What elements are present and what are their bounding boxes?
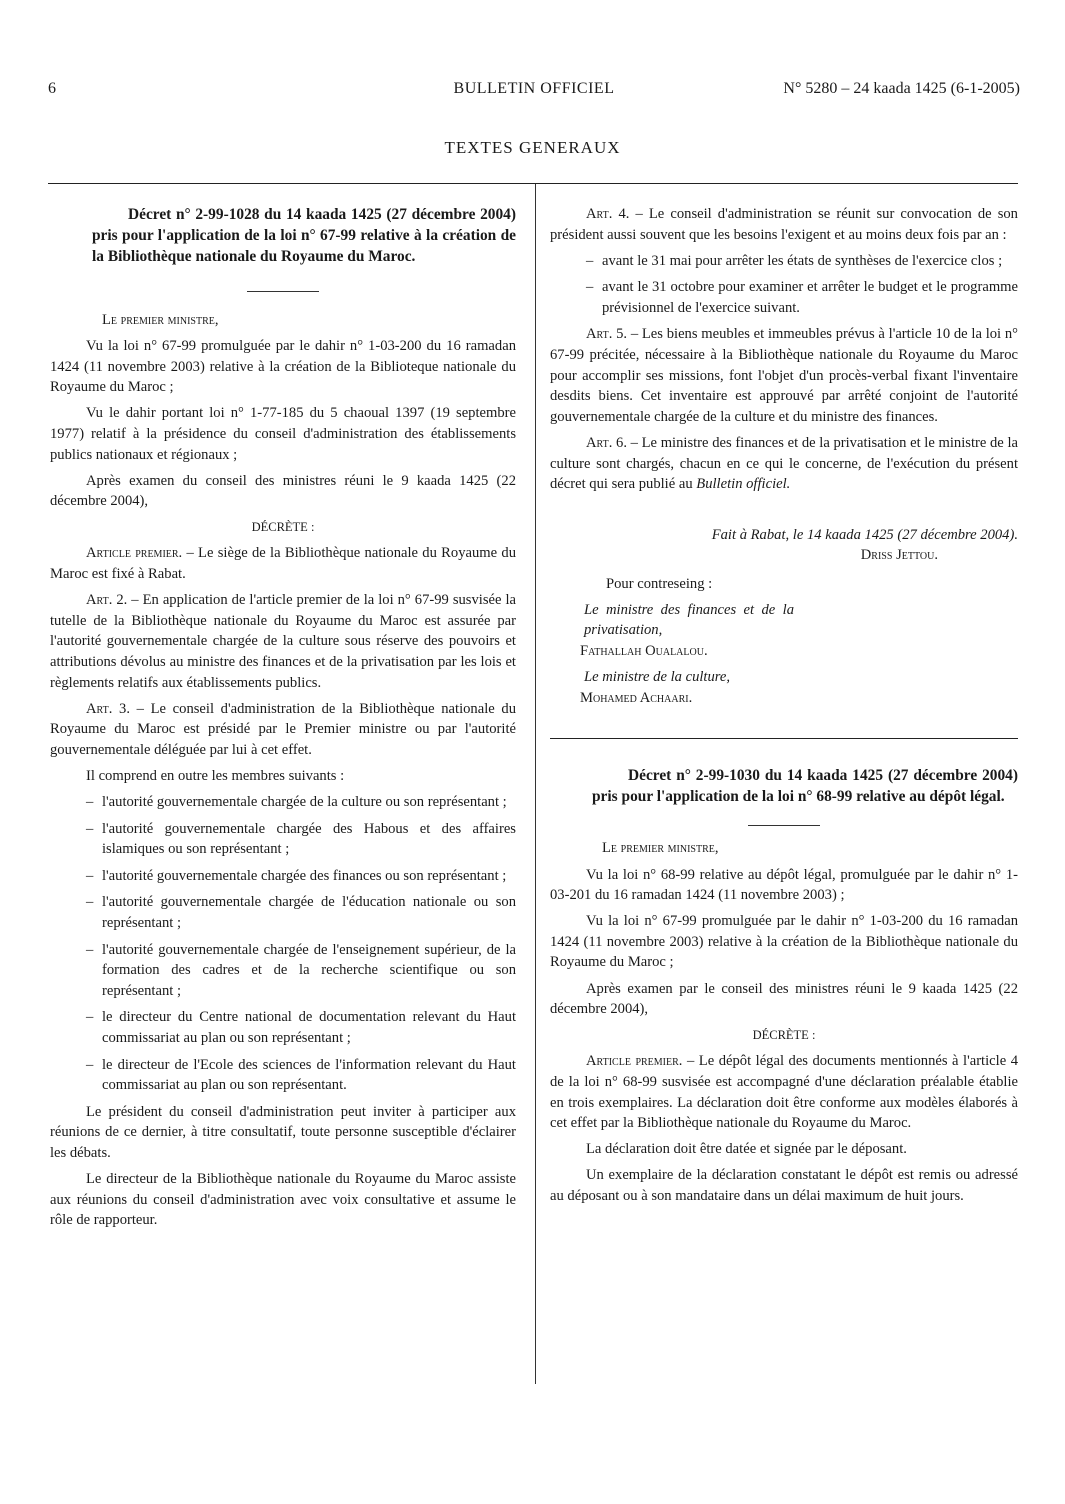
decret1-decrete: DÉCRÈTE : bbox=[251, 520, 315, 535]
list-item: – le directeur du Centre national de documentation relevant du Haut commissariat au plan ou son représentant ; bbox=[86, 1009, 516, 1046]
top-divider bbox=[48, 183, 1018, 184]
decret1-article-1 bbox=[50, 543, 516, 584]
article-label: Art. 4. bbox=[586, 206, 630, 222]
article-text: – En application de l'article premier de la loi n° 67-99 susvisée la tutelle de la Bibliothèque nationale du Royaume du Maroc est assurée par l'autorité gouvernementale chargée de la culture sous réserve des pouvoirs et attributions dévolus au ministre des finances et de la privatisation par les lois et règlements relatifs aux établissements publics. bbox=[50, 592, 516, 691]
section-title: TEXTES GENERAUX bbox=[444, 138, 621, 157]
decret-separator bbox=[550, 738, 1018, 739]
list-item: – le directeur de l'Ecole des sciences de l'information relevant du Haut commissariat au plan ou son représentant. bbox=[86, 1056, 516, 1094]
signatory-name: Driss Jettou. bbox=[860, 547, 938, 564]
decret1-apres-examen: Après examen du conseil des ministres réuni le 9 kaada 1425 (22 décembre 2004), bbox=[50, 472, 516, 510]
minister1-role: Le ministre des finances et de la privatisation, bbox=[584, 601, 794, 639]
article4-list bbox=[550, 251, 1018, 319]
article-text: – Le conseil d'administration de la Bibliothèque nationale du Royaume du Maroc est présidé par le Premier ministre ou par l'autorité gouvernementale déléguée par lui à cet effet. bbox=[50, 700, 516, 758]
decret1-article-4 bbox=[550, 204, 1018, 245]
decret2-datee: La déclaration doit être datée et signée par le déposant. bbox=[586, 1141, 907, 1158]
decret1-article-2 bbox=[50, 590, 516, 693]
decret1-article-3 bbox=[50, 699, 516, 761]
decret1-president-inviter: Le président du conseil d'administration peut inviter à participer aux réunions de ce dernier, à titre consultatif, toute personne susceptible d'éclairer les débats. bbox=[50, 1103, 516, 1161]
decret2-title: Décret n° 2-99-1030 du 14 kaada 1425 (27 décembre 2004) pris pour l'application de la loi n° 68-99 relative au dépôt légal. bbox=[592, 767, 1018, 806]
decret2-premier-ministre: Le premier ministre, bbox=[602, 840, 719, 857]
decret2-decrete: DÉCRÈTE : bbox=[752, 1028, 816, 1043]
column-divider bbox=[535, 184, 536, 1384]
list-item: – l'autorité gouvernementale chargée des Habous et des affaires islamiques ou son représentant ; bbox=[86, 820, 516, 858]
minister1-name: Fathallah Oualalou. bbox=[580, 642, 708, 659]
article-text: – Le dépôt légal des documents mentionnés à l'article 4 de la loi n° 68-99 susvisée est accompagné d'une déclaration préalable établie en trois exemplaires. La déclaration doit être conforme aux modèles élaborés à cet effet par la Bibliothèque nationale du Royaume du Maroc. bbox=[550, 1053, 1018, 1132]
decret2-vu-2: Vu la loi n° 67-99 promulguée par le dahir n° 1-03-200 du 16 ramadan 1424 (11 novembre 2003) relative à la création de la Bibliothèque nationale du Royaume du Maroc ; bbox=[550, 913, 1018, 971]
right-column bbox=[550, 204, 1018, 1212]
decret2-apres-examen: Après examen par le conseil des ministres réuni le 9 kaada 1425 (22 décembre 2004), bbox=[550, 980, 1018, 1018]
list-item: – l'autorité gouvernementale chargée de l'enseignement supérieur, de la formation des cadres et de la recherche scientifique ou son représentant ; bbox=[86, 941, 516, 999]
list-item: – avant le 31 octobre pour examiner et arrêter le budget et le programme prévisionnel de l'exercice suivant. bbox=[586, 279, 1018, 316]
decret1-article-5 bbox=[550, 324, 1018, 427]
article-text: – Le ministre des finances et de la privatisation et le ministre de la culture sont chargés, chacun en ce qui le concerne, de l'exécution du présent décret qui sera publié au bbox=[550, 434, 1018, 493]
list-item: – avant le 31 mai pour arrêter les états de synthèses de l'exercice clos ; bbox=[586, 252, 1003, 269]
article-label: Article premier. bbox=[86, 545, 183, 562]
title-separator bbox=[748, 825, 820, 826]
page-number: 6 bbox=[48, 80, 56, 97]
list-item: – l'autorité gouvernementale chargée des finances ou son représentant ; bbox=[86, 867, 507, 884]
article-label: Art. 3. bbox=[86, 700, 130, 717]
article-text: – Les biens meubles et immeubles prévus à l'article 10 de la loi n° 67-99 précitée, nécessaire à la Bibliothèque nationale du Royaume du Maroc pour accomplir ses missions, font l'objet d'un procès-verbal fixant l'inventaire desdits biens. Cet inventaire est approuvé par arrêté conjoint de l'autorité gouvernementale chargée de la culture et du ministre des finances. bbox=[550, 326, 1019, 425]
decret1-title: Décret n° 2-99-1028 du 14 kaada 1425 (27 décembre 2004) pris pour l'application de la loi n° 67-99 relative à la création de la Bibliothèque nationale du Royaume du Maroc. bbox=[92, 206, 516, 265]
left-column bbox=[50, 204, 516, 1236]
article-label: Art. 5. bbox=[586, 326, 628, 343]
article-label: Article premier. bbox=[586, 1053, 683, 1070]
decret1-comprend: Il comprend en outre les membres suivants : bbox=[86, 767, 345, 784]
signature-block bbox=[550, 525, 1018, 709]
bulletin-officiel-ref: Bulletin officiel. bbox=[696, 476, 791, 493]
decret2-vu-1: Vu la loi n° 68-99 relative au dépôt légal, promulguée par le dahir n° 1-03-201 du 16 ramadan 1424 (11 novembre 2003) ; bbox=[550, 866, 1018, 904]
article-text: – Le conseil d'administration se réunit sur convocation de son président aussi souvent que les besoins l'exigent et au moins deux fois par an : bbox=[550, 206, 1018, 243]
countersign-label: Pour contreseing : bbox=[606, 575, 713, 592]
decret1-vu-2: Vu le dahir portant loi n° 1-77-185 du 5 chaoual 1397 (19 septembre 1977) relatif à la présidence du conseil d'administration des établissements publics nationaux et régionaux ; bbox=[50, 405, 516, 463]
members-list bbox=[50, 792, 516, 1096]
minister2-name: Mohamed Achaari. bbox=[580, 689, 693, 706]
decret1-premier-ministre: Le premier ministre, bbox=[102, 312, 219, 328]
title-separator bbox=[247, 291, 319, 292]
decret2-article-1 bbox=[550, 1051, 1018, 1133]
article-label: Art. 2. bbox=[86, 592, 128, 609]
list-item: – l'autorité gouvernementale chargée de la culture ou son représentant ; bbox=[86, 793, 507, 810]
minister2-role: Le ministre de la culture, bbox=[584, 669, 731, 686]
list-item: – l'autorité gouvernementale chargée de l'éducation nationale ou son représentant ; bbox=[86, 894, 516, 931]
article-text: – Le siège de la Bibliothèque nationale du Royaume du Maroc est fixé à Rabat. bbox=[50, 545, 516, 583]
decret1-directeur-assiste: Le directeur de la Bibliothèque nationale du Royaume du Maroc assiste aux réunions du conseil d'administration avec voix consultative et assume le rôle de rapporteur. bbox=[50, 1170, 516, 1229]
running-header bbox=[48, 78, 1020, 100]
signature-place-date: Fait à Rabat, le 14 kaada 1425 (27 décembre 2004). bbox=[711, 526, 1018, 543]
decret1-article-6 bbox=[550, 433, 1018, 495]
article-label: Art. 6. bbox=[586, 434, 627, 451]
decret2-exemplaire: Un exemplaire de la déclaration constatant le dépôt est remis ou adressé au déposant ou à son mandataire dans un délai maximum de huit jours. bbox=[550, 1167, 1018, 1204]
publication-title: BULLETIN OFFICIEL bbox=[453, 80, 615, 97]
decret1-vu-1: Vu la loi n° 67-99 promulguée par le dahir n° 1-03-200 du 16 ramadan 1424 (11 novembre 2003) relative à la création de la Biblioteque nationale du Royaume du Maroc ; bbox=[50, 338, 516, 396]
issue-reference: N° 5280 – 24 kaada 1425 (6-1-2005) bbox=[783, 80, 1020, 97]
